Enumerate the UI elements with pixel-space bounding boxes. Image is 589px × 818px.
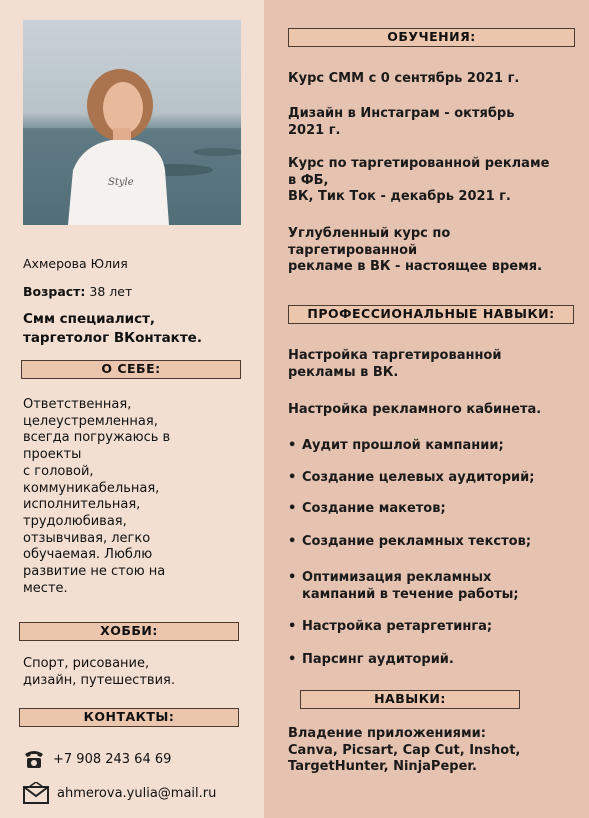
email-contact[interactable]: [23, 782, 216, 804]
envelope-icon: [23, 782, 49, 804]
about-header: О СЕБЕ:: [21, 360, 241, 379]
full-name: Ахмерова Юлия: [23, 256, 128, 271]
contacts-header: КОНТАКТЫ:: [19, 708, 239, 727]
education-item: Углубленный курс по таргетированной рекламе в ВК - настоящее время.: [288, 226, 543, 275]
age: [23, 284, 132, 299]
job-title: Смм специалист, таргетолог ВКонтакте.: [23, 311, 202, 346]
pro-bullet: • Оптимизация рекламных кампаний в течение работы;: [288, 570, 519, 602]
skills-header: НАВЫКИ:: [300, 690, 520, 709]
hobby-header: ХОББИ:: [19, 622, 239, 641]
pro-bullet: • Создание целевых аудиторий;: [288, 470, 535, 485]
telephone-icon: [23, 748, 45, 770]
pro-skills-header: ПРОФЕССИОНАЛЬНЫЕ НАВЫКИ:: [288, 305, 574, 324]
email-address: ahmerova.yulia@mail.ru: [57, 785, 217, 801]
age-label: Возраст:: [23, 284, 86, 299]
pro-bullet: • Создание макетов;: [288, 501, 446, 516]
pro-bullet: • Парсинг аудиторий.: [288, 652, 454, 667]
phone-number: +7 908 243 64 69: [53, 751, 172, 767]
about-text: Ответственная, целеустремленная, всегда погружаюсь в проекты с головой, коммуникабельная, исполнительная, трудолюбивая, отзывчивая, легко обучаемая. Люблю развитие не стою на месте.: [23, 397, 171, 596]
education-header: ОБУЧЕНИЯ:: [288, 28, 575, 47]
education-item: Дизайн в Инстаграм - октябрь 2021 г.: [288, 106, 515, 138]
education-item: Курс по таргетированной рекламе в ФБ, ВК, Тик Ток - декабрь 2021 г.: [288, 156, 550, 205]
pro-bullet: • Аудит прошлой кампании;: [288, 438, 504, 453]
hobby-text: Спорт, рисование, дизайн, путешествия.: [23, 656, 175, 688]
skills-text: Владение приложениями: Canva, Picsart, Cap Cut, Inshot, TargetHunter, NinjaPeper.: [288, 726, 521, 775]
phone-contact[interactable]: [23, 748, 171, 770]
pro-skill-item: Настройка таргетированной рекламы в ВК.: [288, 348, 502, 380]
svg-text:Style: Style: [108, 177, 134, 188]
pro-skill-item: Настройка рекламного кабинета.: [288, 402, 542, 417]
profile-photo: [23, 20, 241, 225]
age-value: 38 лет: [85, 284, 133, 299]
pro-bullet: • Создание рекламных текстов;: [288, 534, 532, 549]
pro-bullet: • Настройка ретаргетинга;: [288, 619, 493, 634]
education-item: Курс СММ с 0 сентябрь 2021 г.: [288, 71, 520, 86]
